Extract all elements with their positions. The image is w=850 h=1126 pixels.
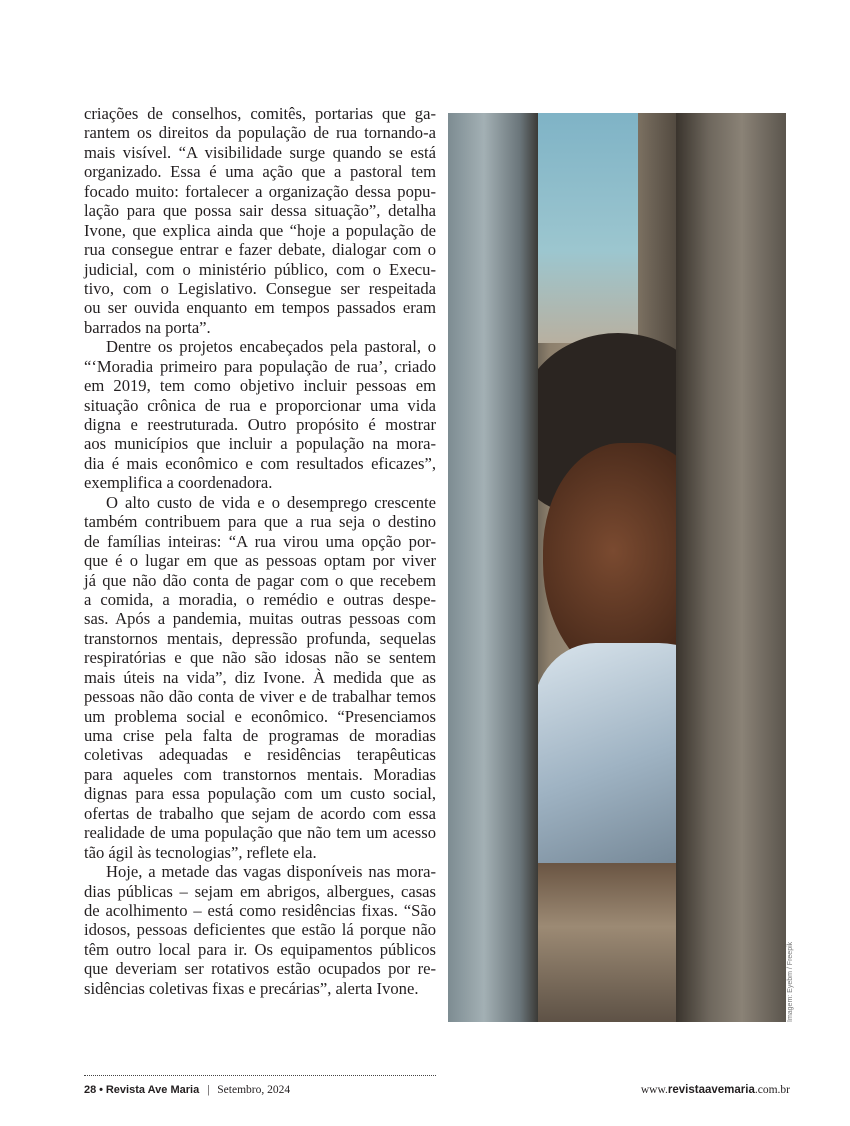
paragraph-3-line: mais úteis na vida”, diz Ivone. À medida que as — [84, 667, 436, 687]
paragraph-3-line: já que não dão conta de pagar com o que recebem — [84, 570, 436, 590]
footer-bullet: • — [99, 1084, 103, 1096]
paragraph-3-line: também contribuem para que a rua seja o destino — [84, 512, 436, 532]
url-prefix: www. — [640, 1084, 668, 1096]
paragraph-3-line: realidade de uma população que não tem um acesso — [84, 823, 436, 843]
paragraph-3-line: um problema social e econômico. “Presenciamos — [84, 706, 436, 726]
photo-left-post — [448, 113, 538, 1022]
paragraph-3-line: respiratórias e que não são idosas não se sentem — [84, 648, 436, 668]
paragraph-1-line: organizado. Essa é uma ação que a pastoral tem — [84, 162, 436, 182]
paragraph-2-line: em 2019, tem como objetivo incluir pessoas em — [84, 376, 436, 396]
paragraph-3-line: que é o lugar em que as pessoas optam por viver — [84, 551, 436, 571]
paragraph-1-line: rua consegue entrar e fazer debate, dialogar com o — [84, 240, 436, 260]
paragraph-2-line: digna e reestruturada. Outro propósito é mostrar — [84, 415, 436, 434]
footer-website[interactable] — [641, 1084, 790, 1096]
issue-date: Setembro, 2024 — [217, 1084, 291, 1096]
photo-wood-board — [538, 863, 678, 1022]
paragraph-1-line: judicial, com o ministério público, com o Execu- — [84, 259, 436, 279]
paragraph-2-line: “‘Moradia primeiro para população de rua’, criado — [84, 356, 436, 376]
paragraph-1-line: focado muito: fortalecer a organização dessa popu- — [84, 181, 436, 201]
paragraph-3-line: ofertas de trabalho que sejam de acordo com essa — [84, 803, 436, 823]
article-body — [84, 104, 436, 998]
paragraph-2-line: dia é mais econômico e com resultados eficazes”, — [84, 453, 436, 473]
paragraph-4-line: de acolhimento – está como residências fixas. “São — [84, 900, 436, 920]
paragraph-4-line: dias públicas – sejam em abrigos, albergues, casas — [84, 881, 436, 901]
paragraph-4-line: que deveriam ser rotativos estão ocupados por re- — [84, 959, 436, 979]
paragraph-1-line: criações de conselhos, comitês, portarias que ga- — [84, 104, 436, 123]
paragraph-3-line: coletivas adequadas e residências terapêuticas — [84, 745, 436, 765]
paragraph-2-line: situação crônica de rua e proporcionar uma vida — [84, 395, 436, 415]
paragraph-1-line: mais visível. “A visibilidade surge quando se está — [84, 142, 436, 162]
paragraph-1-line: Ivone, que explica ainda que “hoje a população de — [84, 220, 436, 240]
paragraph-3-line: transtornos mentais, depressão profunda, sequelas — [84, 628, 436, 648]
footer-divider — [84, 1075, 436, 1076]
magazine-name: Revista Ave Maria — [105, 1084, 200, 1096]
paragraph-3-line: para aqueles com transtornos mentais. Moradias — [84, 764, 436, 784]
footer-separator: | — [207, 1084, 210, 1096]
paragraph-1-line: rantem os direitos da população de rua tornando-a — [84, 123, 436, 143]
article-photo — [448, 113, 786, 1022]
paragraph-3-line: de famílias inteiras: “A rua virou uma opção por- — [84, 531, 436, 551]
url-suffix: .com.br — [754, 1084, 790, 1096]
footer-left — [84, 1084, 290, 1096]
paragraph-1-line: lação para que possa sair dessa situação”, detalha — [84, 201, 436, 221]
photo-right-post — [676, 113, 786, 1022]
paragraph-3-line: O alto custo de vida e o desemprego crescente — [106, 492, 436, 512]
paragraph-2-line: Dentre os projetos encabeçados pela pastoral, o — [106, 337, 436, 357]
paragraph-3-line: uma crise pela falta de programas de moradias — [84, 726, 436, 745]
paragraph-1-line: ou ser ouvida enquanto em tempos passados eram — [84, 298, 436, 318]
paragraph-3-line: a comida, a moradia, o remédio e outras despe- — [84, 589, 436, 609]
paragraph-4-line: idosos, pessoas deficientes que estão lá porque não — [84, 920, 436, 940]
paragraph-3-line: dignas para essa população com um custo social, — [84, 784, 436, 804]
paragraph-4-line: têm outro local para ir. Os equipamentos públicos — [84, 939, 436, 959]
paragraph-1-line: tivo, com o Legislativo. Consegue ser respeitada — [84, 278, 436, 298]
paragraph-2-line: exemplifica a coordenadora. — [84, 473, 273, 493]
paragraph-3-line: pessoas não dão conta de viver e de trabalhar temos — [84, 687, 436, 707]
photo-credit: Imagem: Eyebm / Freepik — [787, 941, 794, 1022]
paragraph-4-line: Hoje, a metade das vagas disponíveis nas mora- — [106, 862, 436, 882]
page-number: 28 — [84, 1084, 97, 1096]
url-domain: revistaavemaria — [667, 1084, 755, 1096]
paragraph-3-line: sas. Após a pandemia, muitas outras pessoas com — [84, 609, 436, 629]
paragraph-1-line: barrados na porta”. — [84, 317, 211, 337]
paragraph-4-line: sidências coletivas fixas e precárias”, alerta Ivone. — [84, 978, 419, 998]
paragraph-3-line: tão ágil às tecnologias”, reflete ela. — [84, 842, 317, 862]
paragraph-2-line: aos municípios que incluir a população na mora- — [84, 434, 436, 454]
